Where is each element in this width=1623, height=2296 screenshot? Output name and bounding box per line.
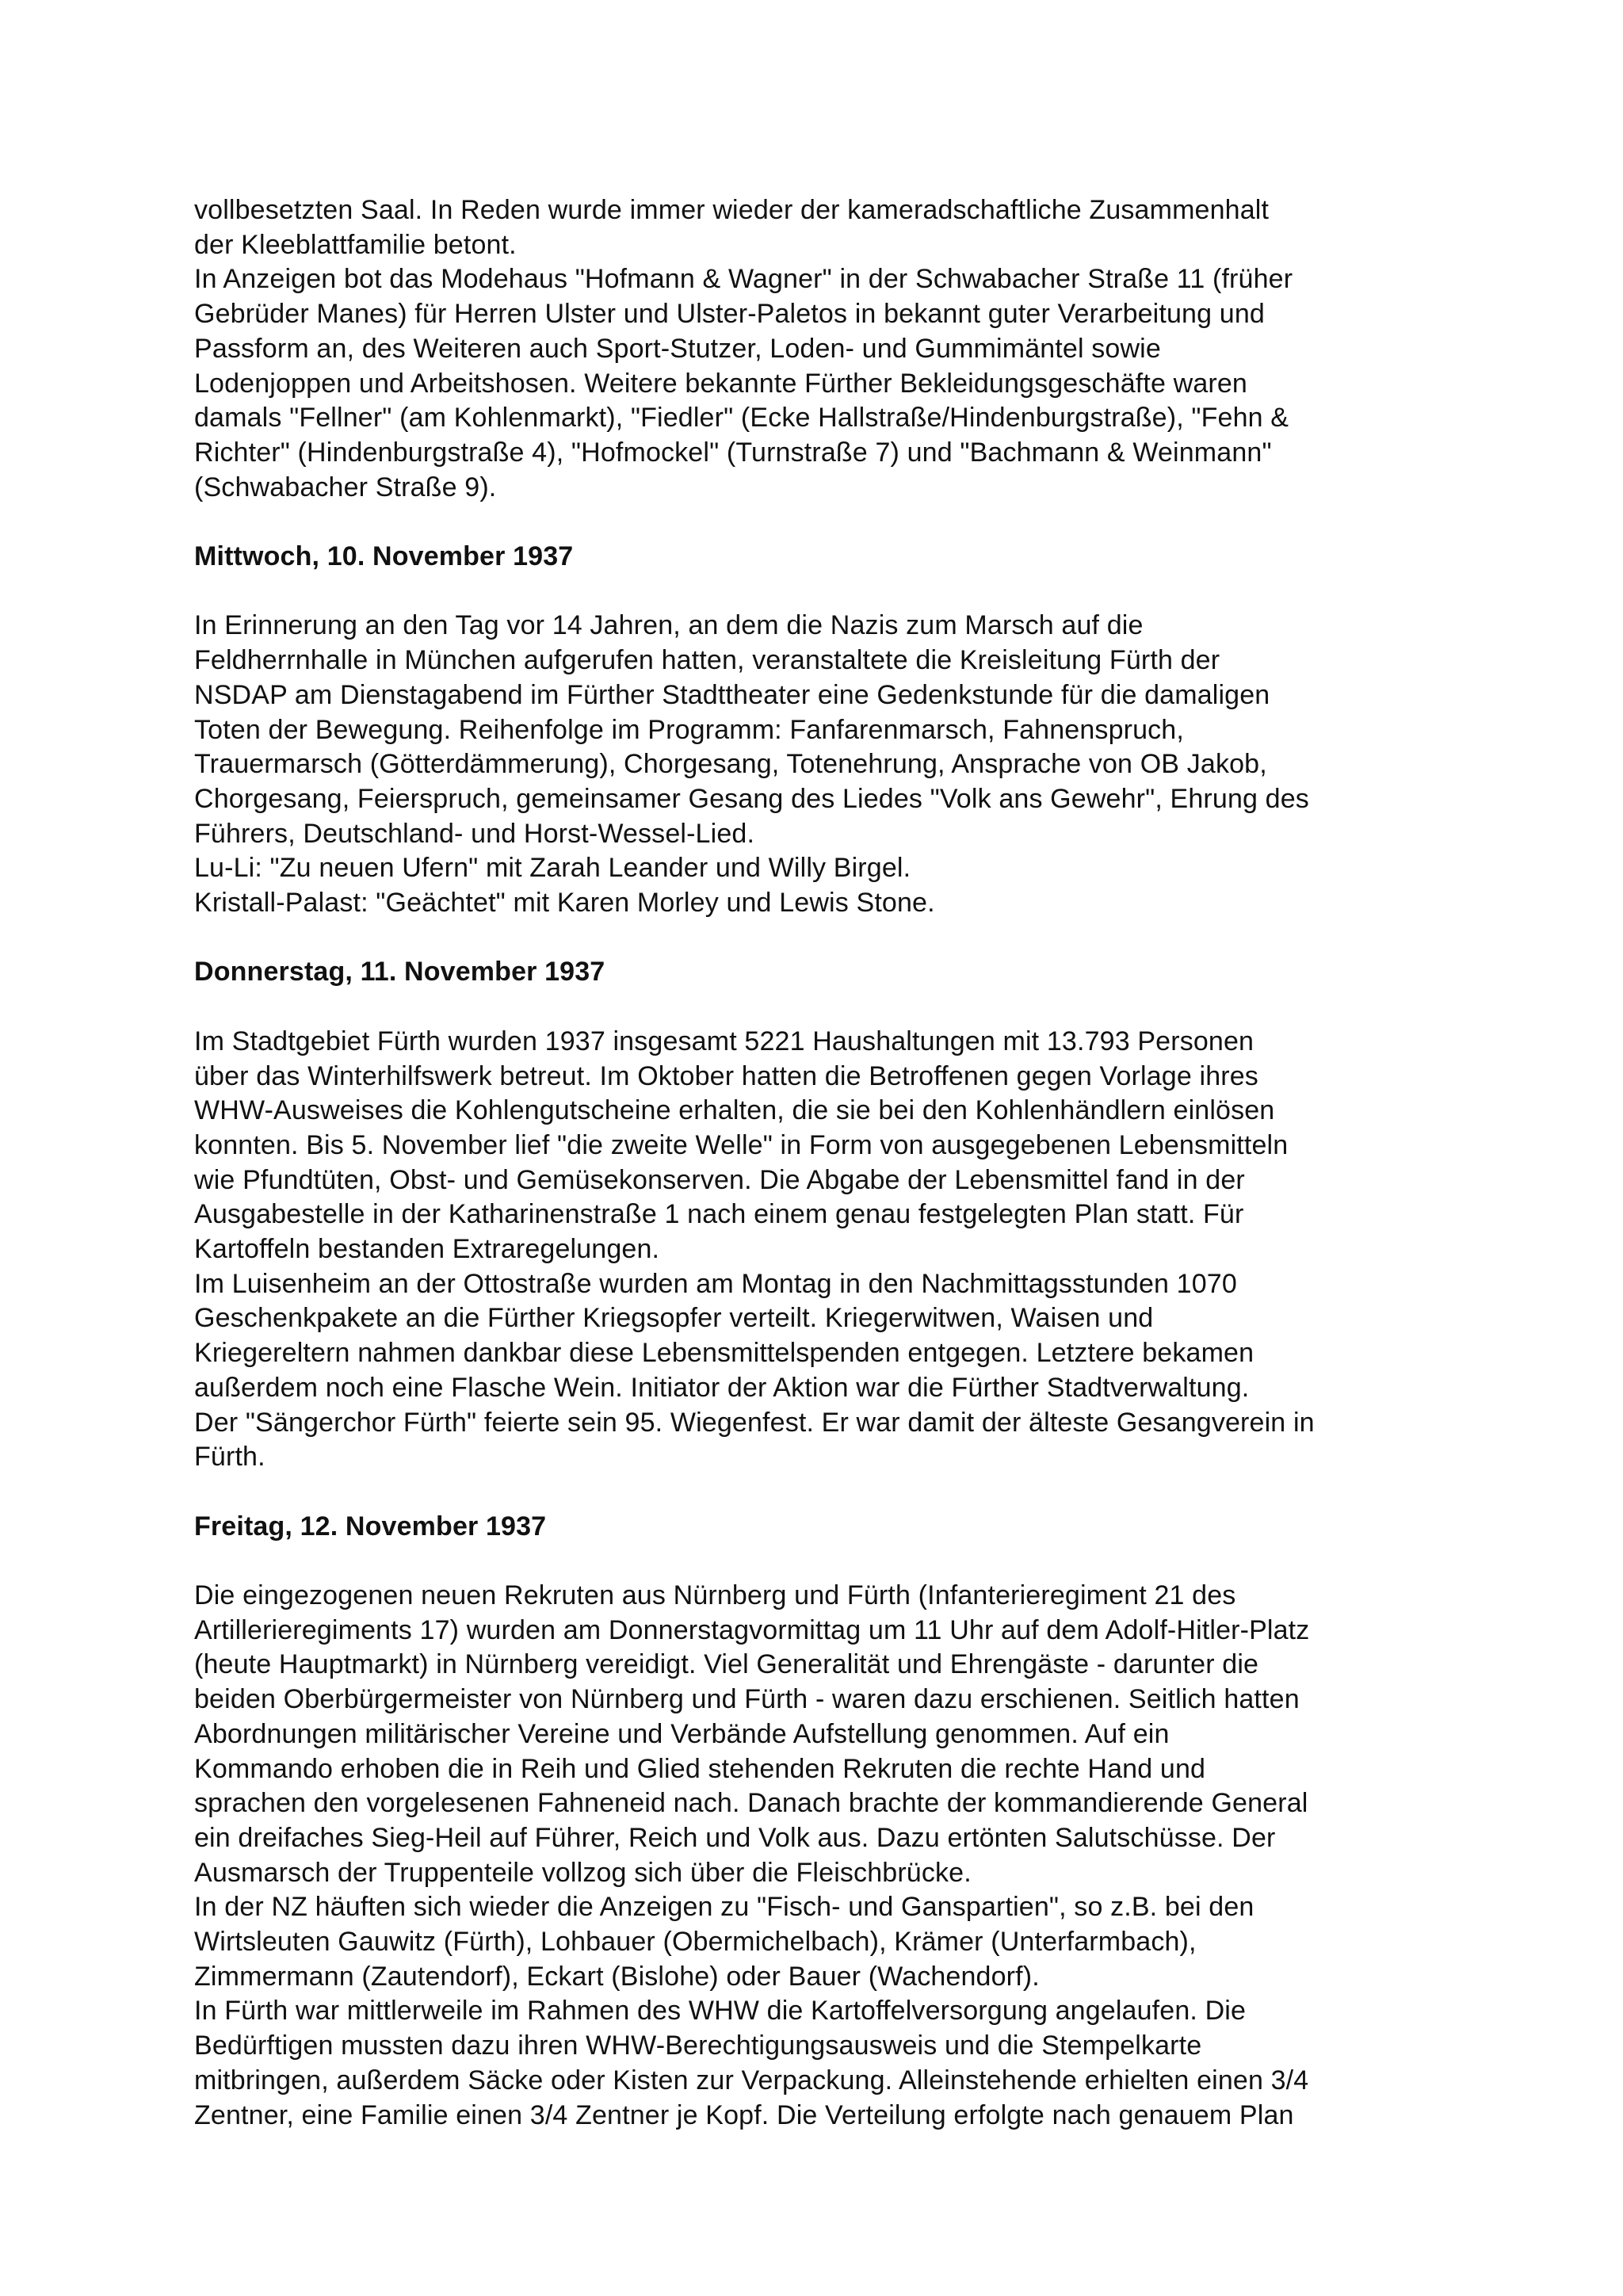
paragraph-spacer — [194, 990, 1478, 1025]
text-line: In Anzeigen bot das Modehaus "Hofmann & Wagner" in der Schwabacher Straße 11 (früher — [194, 264, 1293, 295]
text-line: sprachen den vorgelesenen Fahneneid nach. Danach brachte der kommandierende General — [194, 1788, 1308, 1819]
date-heading-friday — [194, 1510, 1478, 1545]
paragraph-spacer — [194, 1544, 1478, 1579]
text-line: Richter" (Hindenburgstraße 4), "Hofmockel" (Turnstraße 7) und "Bachmann & Weinmann" — [194, 437, 1272, 468]
text-line: Im Luisenheim an der Ottostraße wurden am Montag in den Nachmittagsstunden 1070 — [194, 1268, 1237, 1299]
text-line: Die eingezogenen neuen Rekruten aus Nürnberg und Fürth (Infanterieregiment 21 des — [194, 1580, 1236, 1611]
paragraph-spacer — [194, 505, 1478, 540]
text-line: über das Winterhilfswerk betreut. Im Oktober hatten die Betroffenen gegen Vorlage ihres — [194, 1060, 1258, 1091]
text-line: ein dreifaches Sieg-Heil auf Führer, Reich und Volk aus. Dazu ertönten Salutschüsse. Der — [194, 1822, 1276, 1853]
text-line: Ausmarsch der Truppenteile vollzog sich über die Fleischbrücke. — [194, 1857, 972, 1888]
text-line: mitbringen, außerdem Säcke oder Kisten zur Verpackung. Alleinstehende erhielten einen 3/4 — [194, 2065, 1309, 2095]
text-line: damals "Fellner" (am Kohlenmarkt), "Fiedler" (Ecke Hallstraße/Hindenburgstraße), "Fehn & — [194, 403, 1289, 434]
text-line: In der NZ häuften sich wieder die Anzeigen zu "Fisch- und Ganspartien", so z.B. bei den — [194, 1892, 1254, 1923]
text-line: Im Stadtgebiet Fürth wurden 1937 insgesamt 5221 Haushaltungen mit 13.793 Personen — [194, 1026, 1254, 1056]
paragraph-spacer — [194, 921, 1478, 956]
paragraph-spacer — [194, 1475, 1478, 1510]
text-line: beiden Oberbürgermeister von Nürnberg und Fürth - waren dazu erschienen. Seitlich hatten — [194, 1684, 1300, 1715]
text-line: Trauermarsch (Götterdämmerung), Chorgesang, Totenehrung, Ansprache von OB Jakob, — [194, 749, 1267, 780]
text-line: der Kleeblattfamilie betont. — [194, 229, 517, 260]
text-line: Kriegereltern nahmen dankbar diese Lebensmittelspenden entgegen. Letztere bekamen — [194, 1338, 1254, 1369]
text-line: Lu-Li: "Zu neuen Ufern" mit Zarah Leander und Willy Birgel. — [194, 853, 911, 884]
text-line: Kristall-Palast: "Geächtet" mit Karen Morley und Lewis Stone. — [194, 888, 935, 919]
text-line: Toten der Bewegung. Reihenfolge im Programm: Fanfarenmarsch, Fahnenspruch, — [194, 714, 1184, 745]
text-line: Ausgabestelle in der Katharinenstraße 1 nach einem genau festgelegten Plan statt. Für — [194, 1199, 1244, 1230]
text-line: Passform an, des Weiteren auch Sport-Stutzer, Loden- und Gummimäntel sowie — [194, 333, 1161, 364]
document-body — [194, 193, 1478, 2133]
text-line: Gebrüder Manes) für Herren Ulster und Ulster-Paletos in bekannt guter Verarbeitung und — [194, 299, 1265, 330]
text-line: Kommando erhoben die in Reih und Glied stehenden Rekruten die rechte Hand und — [194, 1753, 1206, 1784]
text-line: Artillerieregiments 17) wurden am Donnerstagvormittag um 11 Uhr auf dem Adolf-Hitler-Platz — [194, 1614, 1310, 1645]
text-line: konnten. Bis 5. November lief "die zweite Welle" in Form von ausgegebenen Lebensmitteln — [194, 1129, 1289, 1160]
text-line: Feldherrnhalle in München aufgerufen hatten, veranstaltete die Kreisleitung Fürth der — [194, 645, 1220, 676]
text-line: Lodenjoppen und Arbeitshosen. Weitere bekannte Fürther Bekleidungsgeschäfte waren — [194, 368, 1247, 399]
text-line: Fürth. — [194, 1442, 265, 1473]
text-line: In Erinnerung an den Tag vor 14 Jahren, an dem die Nazis zum Marsch auf die — [194, 610, 1144, 641]
section-heading: Freitag, 12. November 1937 — [194, 1511, 547, 1541]
text-line: Abordnungen militärischer Vereine und Verbände Aufstellung genommen. Auf ein — [194, 1718, 1170, 1749]
paragraph-intro — [194, 193, 1478, 505]
text-line: vollbesetzten Saal. In Reden wurde immer wieder der kameradschaftliche Zusammenhalt — [194, 195, 1270, 225]
paragraph-spacer — [194, 575, 1478, 609]
text-line: Chorgesang, Feierspruch, gemeinsamer Gesang des Liedes "Volk ans Gewehr", Ehrung des — [194, 783, 1309, 814]
text-line: Zimmermann (Zautendorf), Eckart (Bislohe) oder Bauer (Wachendorf). — [194, 1961, 1040, 1992]
date-heading-wednesday — [194, 540, 1478, 575]
text-line: (heute Hauptmarkt) in Nürnberg vereidigt. Viel Generalität und Ehrengäste - darunter die — [194, 1649, 1259, 1680]
text-line: Geschenkpakete an die Fürther Kriegsopfer verteilt. Kriegerwitwen, Waisen und — [194, 1303, 1154, 1334]
text-line: Kartoffeln bestanden Extraregelungen. — [194, 1234, 660, 1265]
text-line: Bedürftigen mussten dazu ihren WHW-Berechtigungsausweis und die Stempelkarte — [194, 2030, 1202, 2061]
paragraph-friday — [194, 1579, 1478, 2133]
section-heading: Mittwoch, 10. November 1937 — [194, 541, 574, 572]
section-heading: Donnerstag, 11. November 1937 — [194, 957, 605, 988]
paragraph-thursday — [194, 1025, 1478, 1475]
date-heading-thursday — [194, 955, 1478, 990]
paragraph-wednesday — [194, 609, 1478, 920]
text-line: Der "Sängerchor Fürth" feierte sein 95. Wiegenfest. Er war damit der älteste Gesangverein in — [194, 1407, 1315, 1438]
text-line: Führers, Deutschland- und Horst-Wessel-Lied. — [194, 818, 755, 849]
text-line: Zentner, eine Familie einen 3/4 Zentner je Kopf. Die Verteilung erfolgte nach genauem Plan — [194, 2099, 1294, 2130]
text-line: NSDAP am Dienstagabend im Fürther Stadttheater eine Gedenkstunde für die damaligen — [194, 679, 1270, 710]
text-line: wie Pfundtüten, Obst- und Gemüsekonserven. Die Abgabe der Lebensmittel fand in der — [194, 1164, 1245, 1195]
text-line: In Fürth war mittlerweile im Rahmen des WHW die Kartoffelversorgung angelaufen. Die — [194, 1996, 1247, 2027]
text-line: Wirtsleuten Gauwitz (Fürth), Lohbauer (Obermichelbach), Krämer (Unterfarmbach), — [194, 1927, 1197, 1958]
text-line: außerdem noch eine Flasche Wein. Initiator der Aktion war die Fürther Stadtverwaltung. — [194, 1372, 1250, 1403]
text-line: WHW-Ausweises die Kohlengutscheine erhalten, die sie bei den Kohlenhändlern einlösen — [194, 1095, 1275, 1126]
text-line: (Schwabacher Straße 9). — [194, 472, 497, 502]
